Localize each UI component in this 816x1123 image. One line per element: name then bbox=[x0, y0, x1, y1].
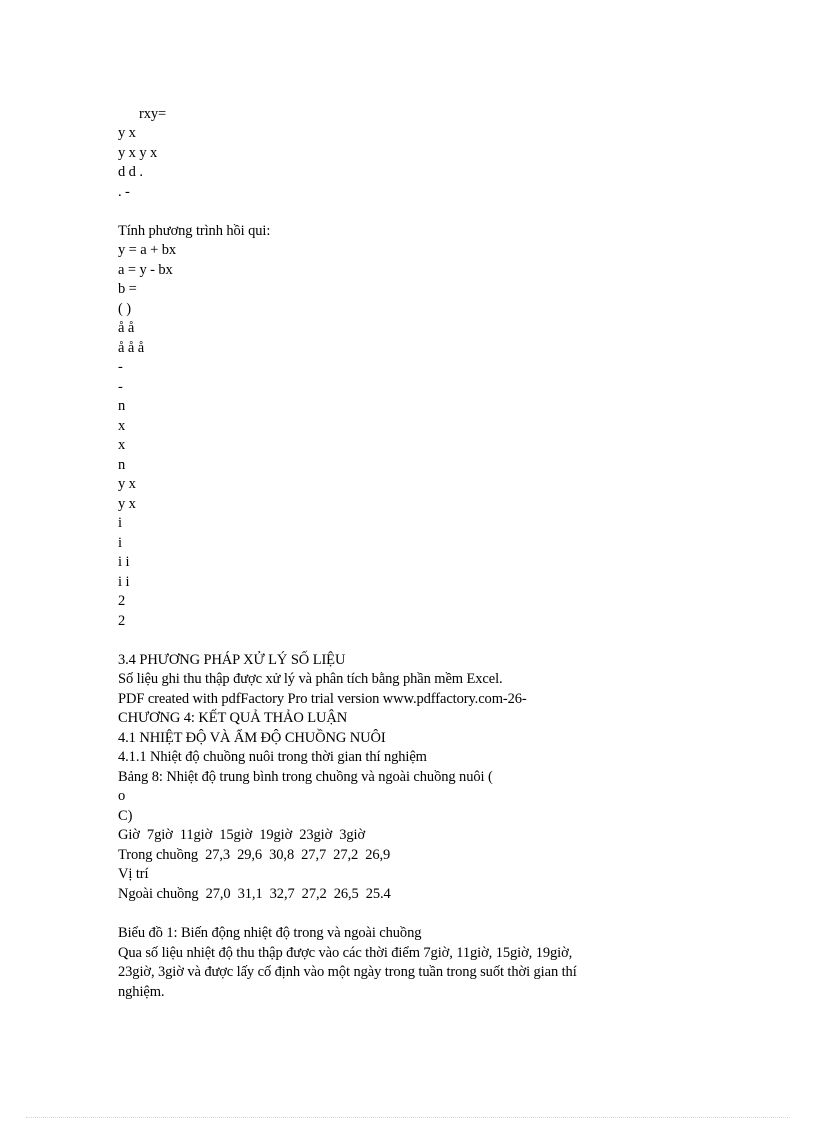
formula-fragment: x bbox=[118, 418, 126, 434]
paragraph-line: nghiệm. bbox=[118, 984, 165, 1000]
regression-title: Tính phương trình hồi qui: bbox=[118, 223, 271, 239]
formula-fragment: i i bbox=[118, 574, 130, 590]
formula-line: y x bbox=[118, 125, 136, 141]
formula-fragment: 2 bbox=[118, 593, 126, 609]
formula-fragment: - bbox=[118, 379, 123, 395]
formula-fragment: n bbox=[118, 398, 126, 414]
formula-fragment: å å bbox=[118, 320, 135, 336]
table-row-outside: Ngoài chuồng 27,0 31,1 32,7 27,2 26,5 25.4 bbox=[118, 886, 391, 902]
regression-equation: y = a + bx bbox=[118, 242, 177, 258]
table-header-row: Giờ 7giờ 11giờ 15giờ 19giờ 23giờ 3giờ bbox=[118, 827, 366, 843]
formula-fragment: n bbox=[118, 457, 126, 473]
chart-caption: Biểu đồ 1: Biến động nhiệt độ trong và ngoài chuồng bbox=[118, 925, 422, 941]
formula-fragment: 2 bbox=[118, 613, 126, 629]
formula-fragment: ( ) bbox=[118, 301, 131, 317]
degree-symbol: o bbox=[118, 788, 126, 804]
formula-line: . - bbox=[118, 184, 130, 200]
table-caption: Bảng 8: Nhiệt độ trung bình trong chuồng và ngoài chuồng nuôi ( bbox=[118, 769, 493, 785]
formula-fragment: y x bbox=[118, 496, 136, 512]
chapter-heading: CHƯƠNG 4: KẾT QUẢ THẢO LUẬN bbox=[118, 710, 348, 726]
formula-fragment: y x bbox=[118, 476, 136, 492]
regression-equation: a = y - bx bbox=[118, 262, 173, 278]
pdf-footer-note: PDF created with pdfFactory Pro trial version www.pdffactory.com-26- bbox=[118, 691, 527, 707]
page-bottom-divider bbox=[26, 1117, 790, 1118]
formula-fragment: i bbox=[118, 535, 122, 551]
paragraph-line: 23giờ, 3giờ và được lấy cố định vào một ngày trong tuần trong suốt thời gian thí bbox=[118, 964, 577, 980]
formula-line: d d . bbox=[118, 164, 143, 180]
regression-equation: b = bbox=[118, 281, 137, 297]
section-heading: 4.1 NHIỆT ĐỘ VÀ ẨM ĐỘ CHUỒNG NUÔI bbox=[118, 730, 386, 746]
table-row-inside: Trong chuồng 27,3 29,6 30,8 27,7 27,2 26,9 bbox=[118, 847, 391, 863]
formula-fragment: x bbox=[118, 437, 126, 453]
degree-unit: C) bbox=[118, 808, 133, 824]
formula-fragment: i i bbox=[118, 554, 130, 570]
formula-fragment: - bbox=[118, 359, 123, 375]
paragraph-line: Qua số liệu nhiệt độ thu thập được vào các thời điểm 7giờ, 11giờ, 15giờ, 19giờ, bbox=[118, 945, 573, 961]
formula-fragment: å å å bbox=[118, 340, 145, 356]
formula-line: y x y x bbox=[118, 145, 158, 161]
table-row-label: Vị trí bbox=[118, 866, 149, 882]
section-heading: 3.4 PHƯƠNG PHÁP XỬ LÝ SỐ LIỆU bbox=[118, 652, 346, 668]
formula-fragment: i bbox=[118, 515, 122, 531]
subsection-heading: 4.1.1 Nhiệt độ chuồng nuôi trong thời gian thí nghiệm bbox=[118, 749, 427, 765]
paragraph: Số liệu ghi thu thập được xử lý và phân tích bằng phần mềm Excel. bbox=[118, 671, 503, 687]
formula-rxy: rxy= bbox=[139, 106, 167, 122]
